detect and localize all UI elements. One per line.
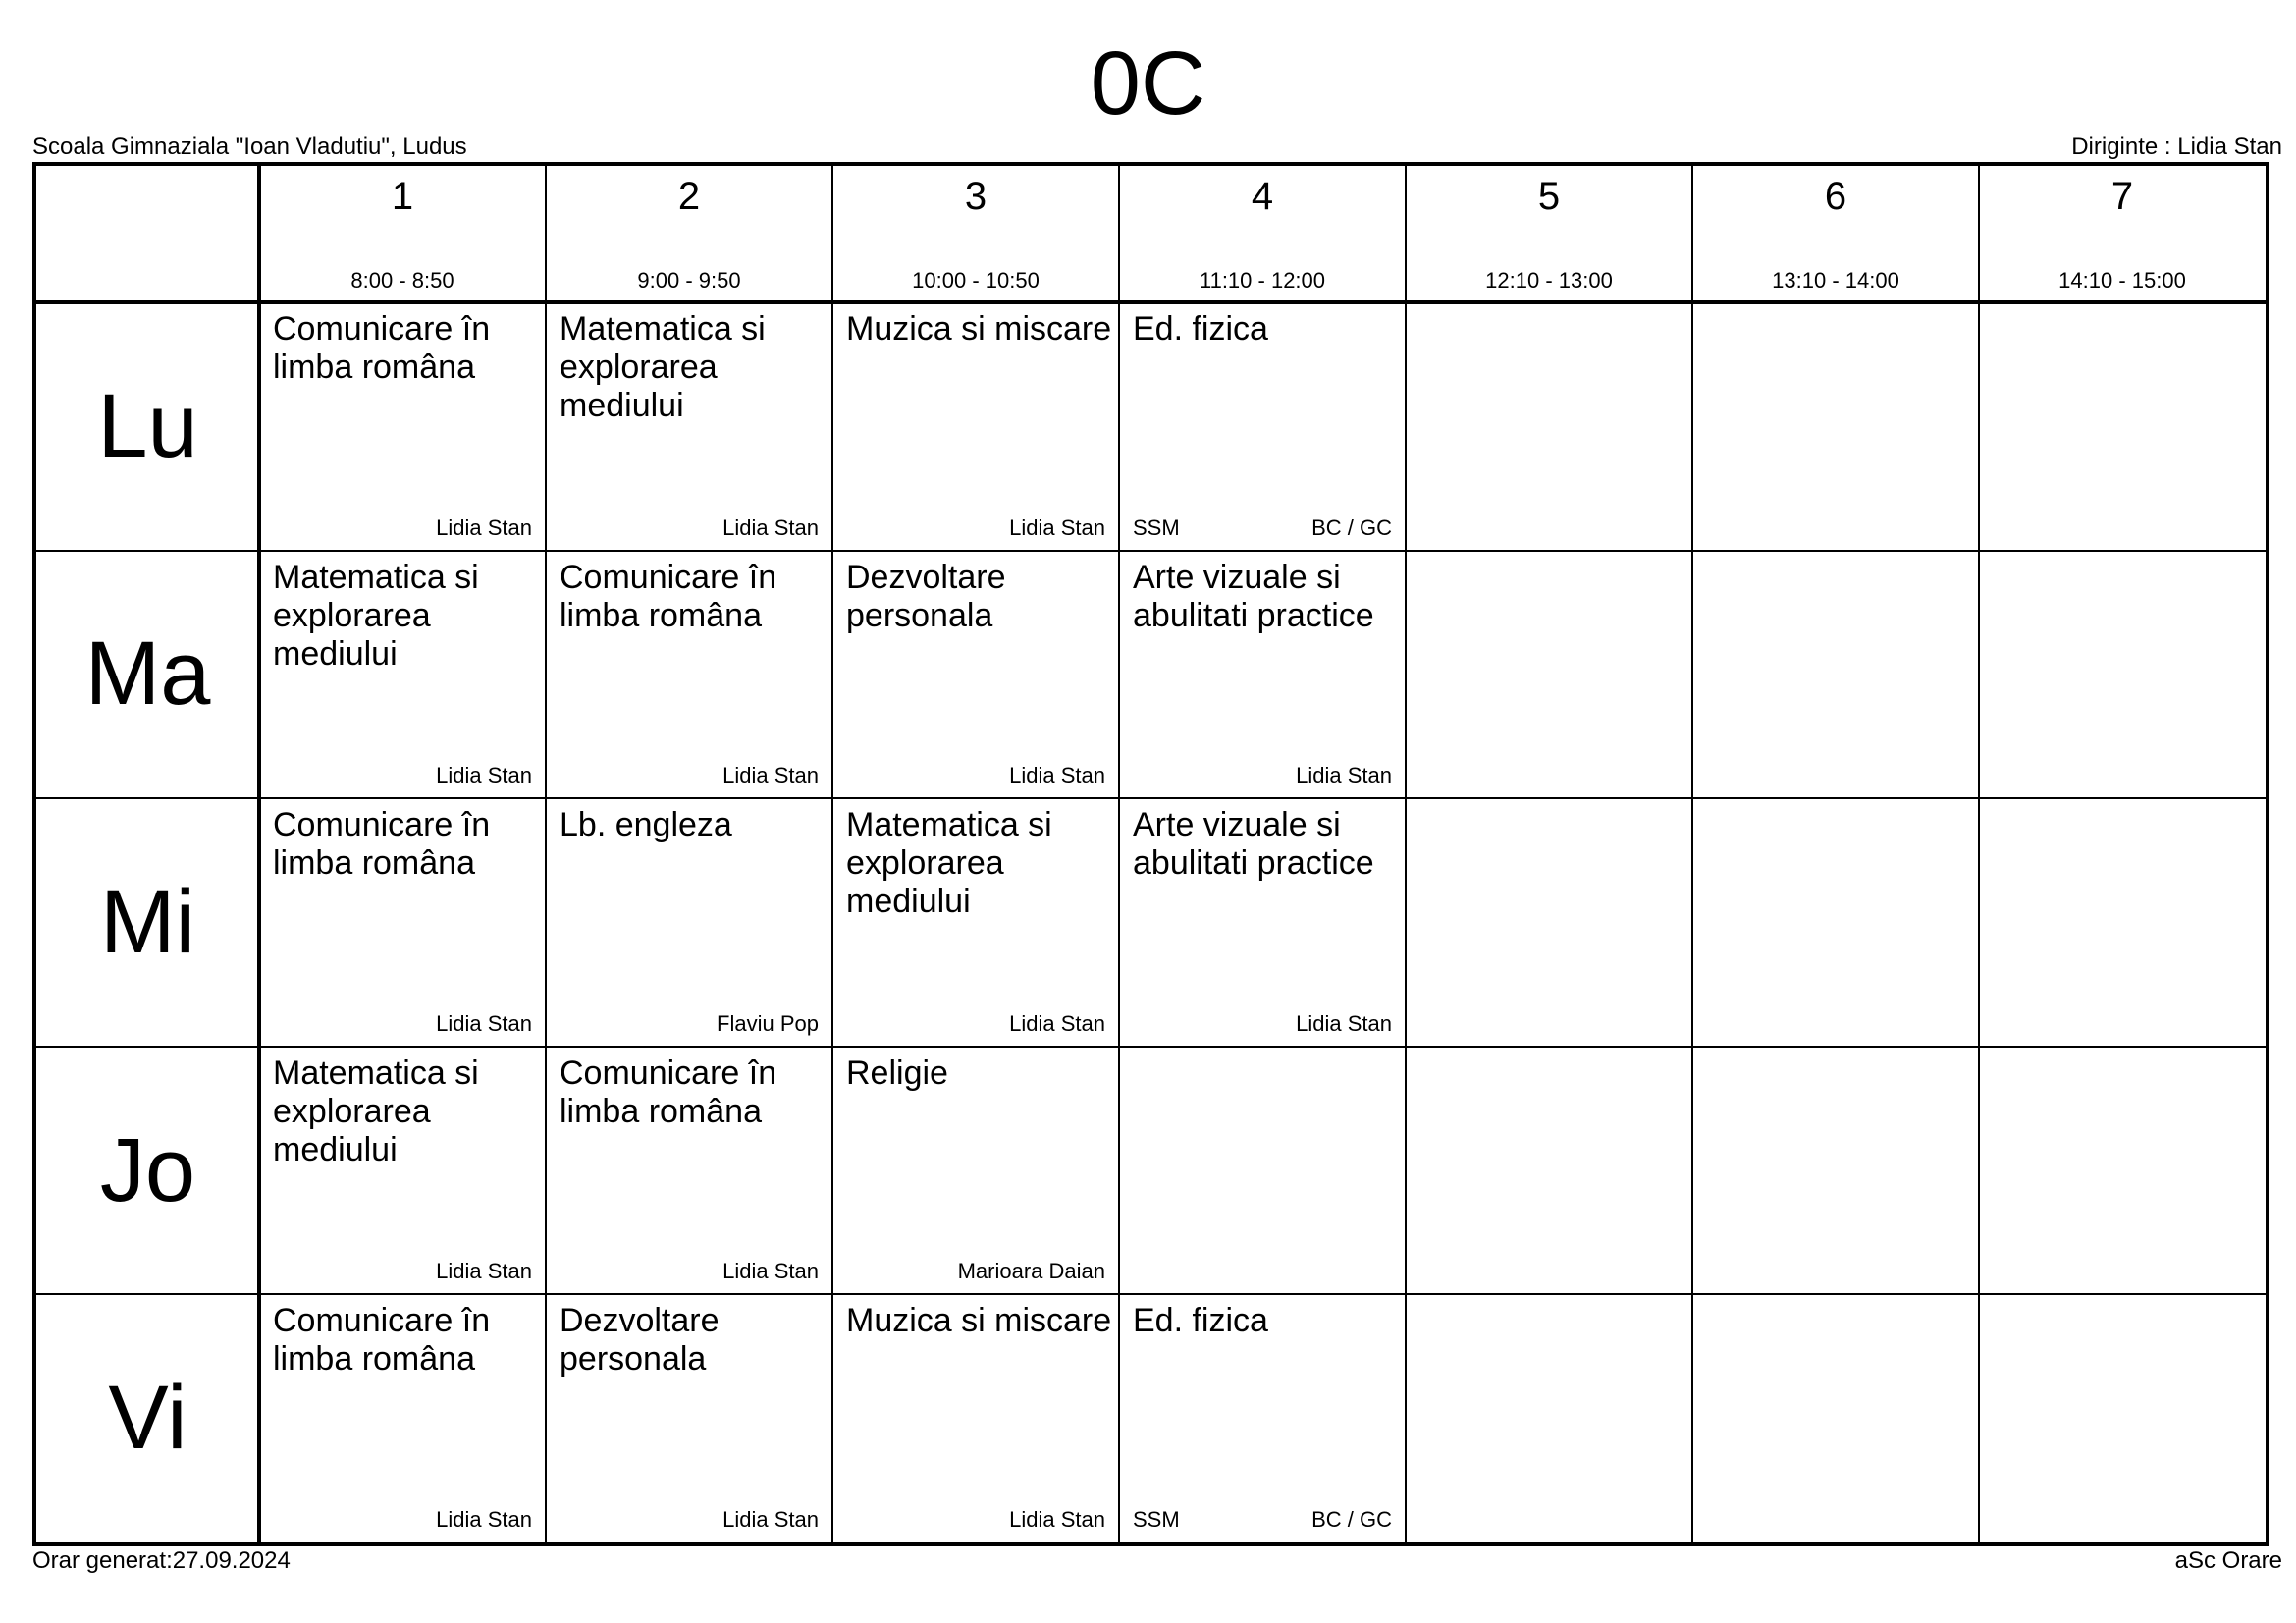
day-label: Lu <box>97 375 198 476</box>
period-time: 14:10 - 15:00 <box>2058 268 2186 293</box>
lesson-room: SSM <box>1133 1506 1180 1532</box>
period-time: 11:10 - 12:00 <box>1199 268 1326 293</box>
lesson-teacher: BC / GC <box>1311 514 1392 540</box>
period-header <box>259 166 546 302</box>
period-time: 13:10 - 14:00 <box>1772 268 1899 293</box>
lesson-subject: Muzica si miscare <box>846 1302 1112 1340</box>
column-divider <box>1978 166 1980 1542</box>
lesson-subject: Arte vizuale si abulitati practice <box>1133 558 1374 634</box>
period-time: 8:00 - 8:50 <box>350 268 454 293</box>
period-time: 12:10 - 13:00 <box>1485 268 1613 293</box>
lesson-cell <box>546 1294 832 1542</box>
diriginte-label: Diriginte : Lidia Stan <box>2071 134 2282 160</box>
period-number: 7 <box>2110 175 2134 218</box>
lesson-cell <box>1119 551 1406 799</box>
lesson-subject: Comunicare în limba româna <box>273 806 491 883</box>
period-header <box>1119 166 1406 302</box>
period-number: 4 <box>1251 175 1274 218</box>
lesson-teacher: Lidia Stan <box>436 763 532 788</box>
lesson-cell <box>259 1047 546 1295</box>
lesson-subject: Comunicare în limba româna <box>273 1302 491 1379</box>
lesson-teacher: Lidia Stan <box>436 514 532 540</box>
lesson-teacher: Lidia Stan <box>436 1010 532 1036</box>
lesson-cell <box>259 798 546 1047</box>
lesson-cell <box>832 1047 1119 1295</box>
lesson-subject: Religie <box>846 1054 948 1092</box>
lesson-teacher: Flaviu Pop <box>717 1010 819 1036</box>
lesson-teacher: Marioara Daian <box>957 1259 1105 1284</box>
lesson-teacher: Lidia Stan <box>722 1506 819 1532</box>
lesson-teacher: Lidia Stan <box>1009 514 1105 540</box>
lesson-teacher: Lidia Stan <box>436 1259 532 1284</box>
lesson-subject: Matematica si explorarea mediului <box>273 1054 479 1168</box>
lesson-subject: Comunicare în limba româna <box>560 558 777 634</box>
period-header <box>832 166 1119 302</box>
school-name: Scoala Gimnaziala "Ioan Vladutiu", Ludus <box>32 134 467 160</box>
lesson-cell <box>259 1294 546 1542</box>
period-header <box>1406 166 1692 302</box>
lesson-cell <box>546 1047 832 1295</box>
lesson-teacher: Lidia Stan <box>722 514 819 540</box>
lesson-cell <box>546 798 832 1047</box>
lesson-teacher: Lidia Stan <box>722 763 819 788</box>
lesson-cell <box>259 302 546 551</box>
lesson-teacher: Lidia Stan <box>436 1506 532 1532</box>
column-divider <box>1691 166 1693 1542</box>
lesson-cell <box>832 1294 1119 1542</box>
period-number: 3 <box>964 175 988 218</box>
class-title: 0C <box>1090 33 1206 134</box>
lesson-cell <box>546 551 832 799</box>
lesson-cell <box>832 798 1119 1047</box>
day-label: Mi <box>99 871 196 972</box>
lesson-subject: Muzica si miscare <box>846 310 1112 348</box>
lesson-subject: Ed. fizica <box>1133 1302 1268 1340</box>
lesson-subject: Matematica si explorarea mediului <box>560 310 766 424</box>
lesson-room: SSM <box>1133 514 1180 540</box>
generated-date: Orar generat:27.09.2024 <box>32 1547 291 1574</box>
lesson-teacher: BC / GC <box>1311 1506 1392 1532</box>
lesson-cell <box>546 302 832 551</box>
lesson-teacher: Lidia Stan <box>722 1259 819 1284</box>
lesson-subject: Arte vizuale si abulitati practice <box>1133 806 1374 883</box>
lesson-subject: Matematica si explorarea mediului <box>273 558 479 673</box>
lesson-cell <box>832 551 1119 799</box>
lesson-cell <box>1119 302 1406 551</box>
lesson-subject: Comunicare în limba româna <box>560 1054 777 1130</box>
timetable-grid <box>32 162 2269 1546</box>
lesson-cell <box>1119 798 1406 1047</box>
lesson-cell <box>1119 1294 1406 1542</box>
period-number: 5 <box>1537 175 1561 218</box>
lesson-cell <box>832 302 1119 551</box>
lesson-subject: Ed. fizica <box>1133 310 1268 348</box>
lesson-subject: Comunicare în limba româna <box>273 310 491 386</box>
period-header <box>1979 166 2266 302</box>
lesson-teacher: Lidia Stan <box>1009 1010 1105 1036</box>
period-number: 2 <box>677 175 701 218</box>
period-header <box>1692 166 1979 302</box>
day-label: Vi <box>108 1368 187 1469</box>
period-header <box>546 166 832 302</box>
software-name: aSc Orare <box>2174 1547 2282 1574</box>
lesson-teacher: Lidia Stan <box>1009 1506 1105 1532</box>
day-label: Ma <box>84 623 211 725</box>
period-time: 9:00 - 9:50 <box>637 268 741 293</box>
period-number: 1 <box>391 175 414 218</box>
lesson-subject: Lb. engleza <box>560 806 732 844</box>
lesson-teacher: Lidia Stan <box>1296 763 1392 788</box>
period-number: 6 <box>1824 175 1847 218</box>
lesson-teacher: Lidia Stan <box>1009 763 1105 788</box>
lesson-subject: Dezvoltare personala <box>560 1302 720 1379</box>
lesson-cell <box>259 551 546 799</box>
lesson-teacher: Lidia Stan <box>1296 1010 1392 1036</box>
lesson-subject: Dezvoltare personala <box>846 558 1006 634</box>
day-label: Jo <box>99 1119 196 1220</box>
lesson-subject: Matematica si explorarea mediului <box>846 806 1052 921</box>
period-time: 10:00 - 10:50 <box>912 268 1040 293</box>
